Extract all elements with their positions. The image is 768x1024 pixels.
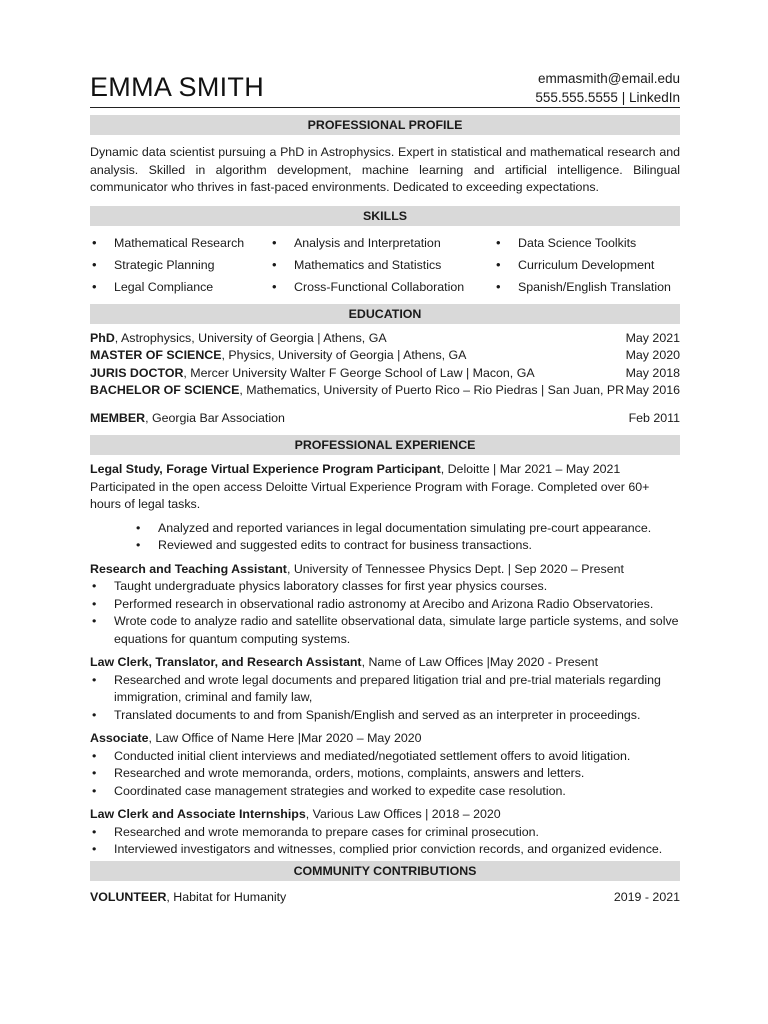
degree-detail: , Astrophysics, University of Georgia | Athens, GA <box>114 330 387 345</box>
degree-detail: , Physics, University of Georgia | Athens, GA <box>221 348 467 362</box>
education-entry <box>90 365 680 383</box>
community-entry <box>90 889 680 907</box>
job-detail: , University of Tennessee Physics Dept. | Sep 2020 – Present <box>286 561 624 576</box>
skill-item: • Spanish/English Translation <box>494 276 680 298</box>
job-bullets <box>90 824 680 859</box>
skills-column-3 <box>494 232 680 298</box>
degree-date: May 2018 <box>625 365 680 380</box>
section-community-contributions: COMMUNITY CONTRIBUTIONS <box>90 861 680 881</box>
job-bullet: • Translated documents to and from Spanish/English and served as an interpreter in proceedings. <box>90 707 680 725</box>
skills-column-1 <box>90 232 270 298</box>
job-bullet: • Researched and wrote memoranda to prepare cases for criminal prosecution. <box>90 824 680 842</box>
experience-entry <box>90 730 680 800</box>
job-bullet: • Taught undergraduate physics laboratory classes for first year physics courses. <box>90 578 680 596</box>
resume-page <box>90 0 680 906</box>
email-address: emmasmith@email.edu <box>537 71 680 86</box>
job-bullet: • Researched and wrote memoranda, orders, motions, complaints, answers and letters. <box>90 765 680 783</box>
degree-detail: , Mathematics, University of Puerto Rico – Rio Piedras | San Juan, PR <box>239 383 625 397</box>
degree-date: May 2020 <box>625 348 680 362</box>
degree-date: May 2016 <box>625 383 680 397</box>
job-bullet: • Reviewed and suggested edits to contract for business transactions. <box>134 537 680 555</box>
membership-date: Feb 2011 <box>628 410 680 425</box>
degree-name: JURIS DOCTOR <box>90 365 184 380</box>
job-bullet: • Researched and wrote legal documents and prepared litigation trial and pre-trial materials regarding immigration, criminal and family law, <box>90 672 680 707</box>
section-education: EDUCATION <box>90 304 680 324</box>
job-bullet: • Interviewed investigators and witnesses, complied prior conviction records, and organized evidence. <box>90 841 680 859</box>
job-title: Legal Study, Forage Virtual Experience Program Participant <box>90 462 441 476</box>
job-detail: , Various Law Offices | 2018 – 2020 <box>305 807 501 821</box>
phone-linkedin: 555.555.5555 | LinkedIn <box>535 89 680 105</box>
contact-block <box>535 70 680 107</box>
job-bullet: • Analyzed and reported variances in legal documentation simulating pre-court appearance. <box>134 520 680 538</box>
job-detail: , Name of Law Offices |May 2020 - Present <box>361 655 599 669</box>
degree-date: May 2021 <box>625 330 680 345</box>
experience-entry <box>90 561 680 649</box>
skill-item: • Mathematics and Statistics <box>270 254 494 276</box>
skills-column-2 <box>270 232 494 298</box>
skill-item: • Mathematical Research <box>90 232 270 254</box>
resume-header <box>90 0 680 108</box>
skill-item: • Curriculum Development <box>494 254 680 276</box>
section-professional-experience: PROFESSIONAL EXPERIENCE <box>90 435 680 455</box>
job-bullets <box>90 578 680 648</box>
experience-entry <box>90 806 680 859</box>
community-detail: , Habitat for Humanity <box>166 889 287 904</box>
job-title: Law Clerk, Translator, and Research Assistant <box>90 655 362 669</box>
job-bullets <box>90 748 680 801</box>
section-professional-profile: PROFESSIONAL PROFILE <box>90 115 680 135</box>
job-detail: , Law Office of Name Here |Mar 2020 – May 2020 <box>148 731 422 745</box>
job-bullets <box>90 672 680 725</box>
job-summary: Participated in the open access Deloitte Virtual Experience Program with Forage. Completed over 60+ hours of legal tasks. <box>90 479 650 511</box>
job-bullet: • Performed research in observational radio astronomy at Arecibo and Arizona Radio Observatories. <box>90 596 680 614</box>
job-detail: , Deloitte | Mar 2021 – May 2021 <box>440 462 621 476</box>
experience-entry <box>90 654 680 724</box>
membership-title: MEMBER <box>90 410 146 425</box>
skill-item: • Analysis and Interpretation <box>270 232 494 254</box>
job-bullet: • Coordinated case management strategies and worked to expedite case resolution. <box>90 783 680 801</box>
degree-name: BACHELOR OF SCIENCE <box>90 383 240 397</box>
skill-item: • Cross-Functional Collaboration <box>270 276 494 298</box>
membership-detail: , Georgia Bar Association <box>145 410 285 425</box>
applicant-name: EMMA SMITH <box>90 72 265 102</box>
education-entry <box>90 382 680 400</box>
job-title: Associate <box>90 731 149 745</box>
education-list <box>90 330 680 428</box>
experience-entry <box>90 461 680 555</box>
community-date: 2019 - 2021 <box>613 889 680 904</box>
profile-summary: Dynamic data scientist pursuing a PhD in Astrophysics. Expert in statistical and mathematical research and analysis. Skilled in algorithm development, machine learning and artificial intelligence. Bilingual communicator who thrives in fast-paced environments. Dedicated to exceeding expectations. <box>90 145 680 194</box>
degree-name: MASTER OF SCIENCE <box>90 348 222 362</box>
job-title: Research and Teaching Assistant <box>90 561 287 576</box>
section-skills: SKILLS <box>90 206 680 226</box>
skill-item: • Strategic Planning <box>90 254 270 276</box>
job-bullet: • Conducted initial client interviews and mediated/negotiated settlement offers to avoid litigation. <box>90 748 680 766</box>
community-title: VOLUNTEER <box>90 889 167 904</box>
membership-entry <box>90 410 680 428</box>
skill-item: • Data Science Toolkits <box>494 232 680 254</box>
degree-detail: , Mercer University Walter F George School of Law | Macon, GA <box>183 365 535 380</box>
job-bullets <box>90 520 680 555</box>
job-title: Law Clerk and Associate Internships <box>90 807 306 821</box>
education-entry <box>90 347 680 365</box>
skill-item: • Legal Compliance <box>90 276 270 298</box>
skills-grid <box>90 232 680 298</box>
degree-name: PhD <box>90 330 115 345</box>
education-entry <box>90 330 680 348</box>
job-bullet: • Wrote code to analyze radio and satellite observational data, simulate large particle systems, and solve equations for quantum computing systems. <box>90 613 680 648</box>
header-divider <box>90 107 680 108</box>
